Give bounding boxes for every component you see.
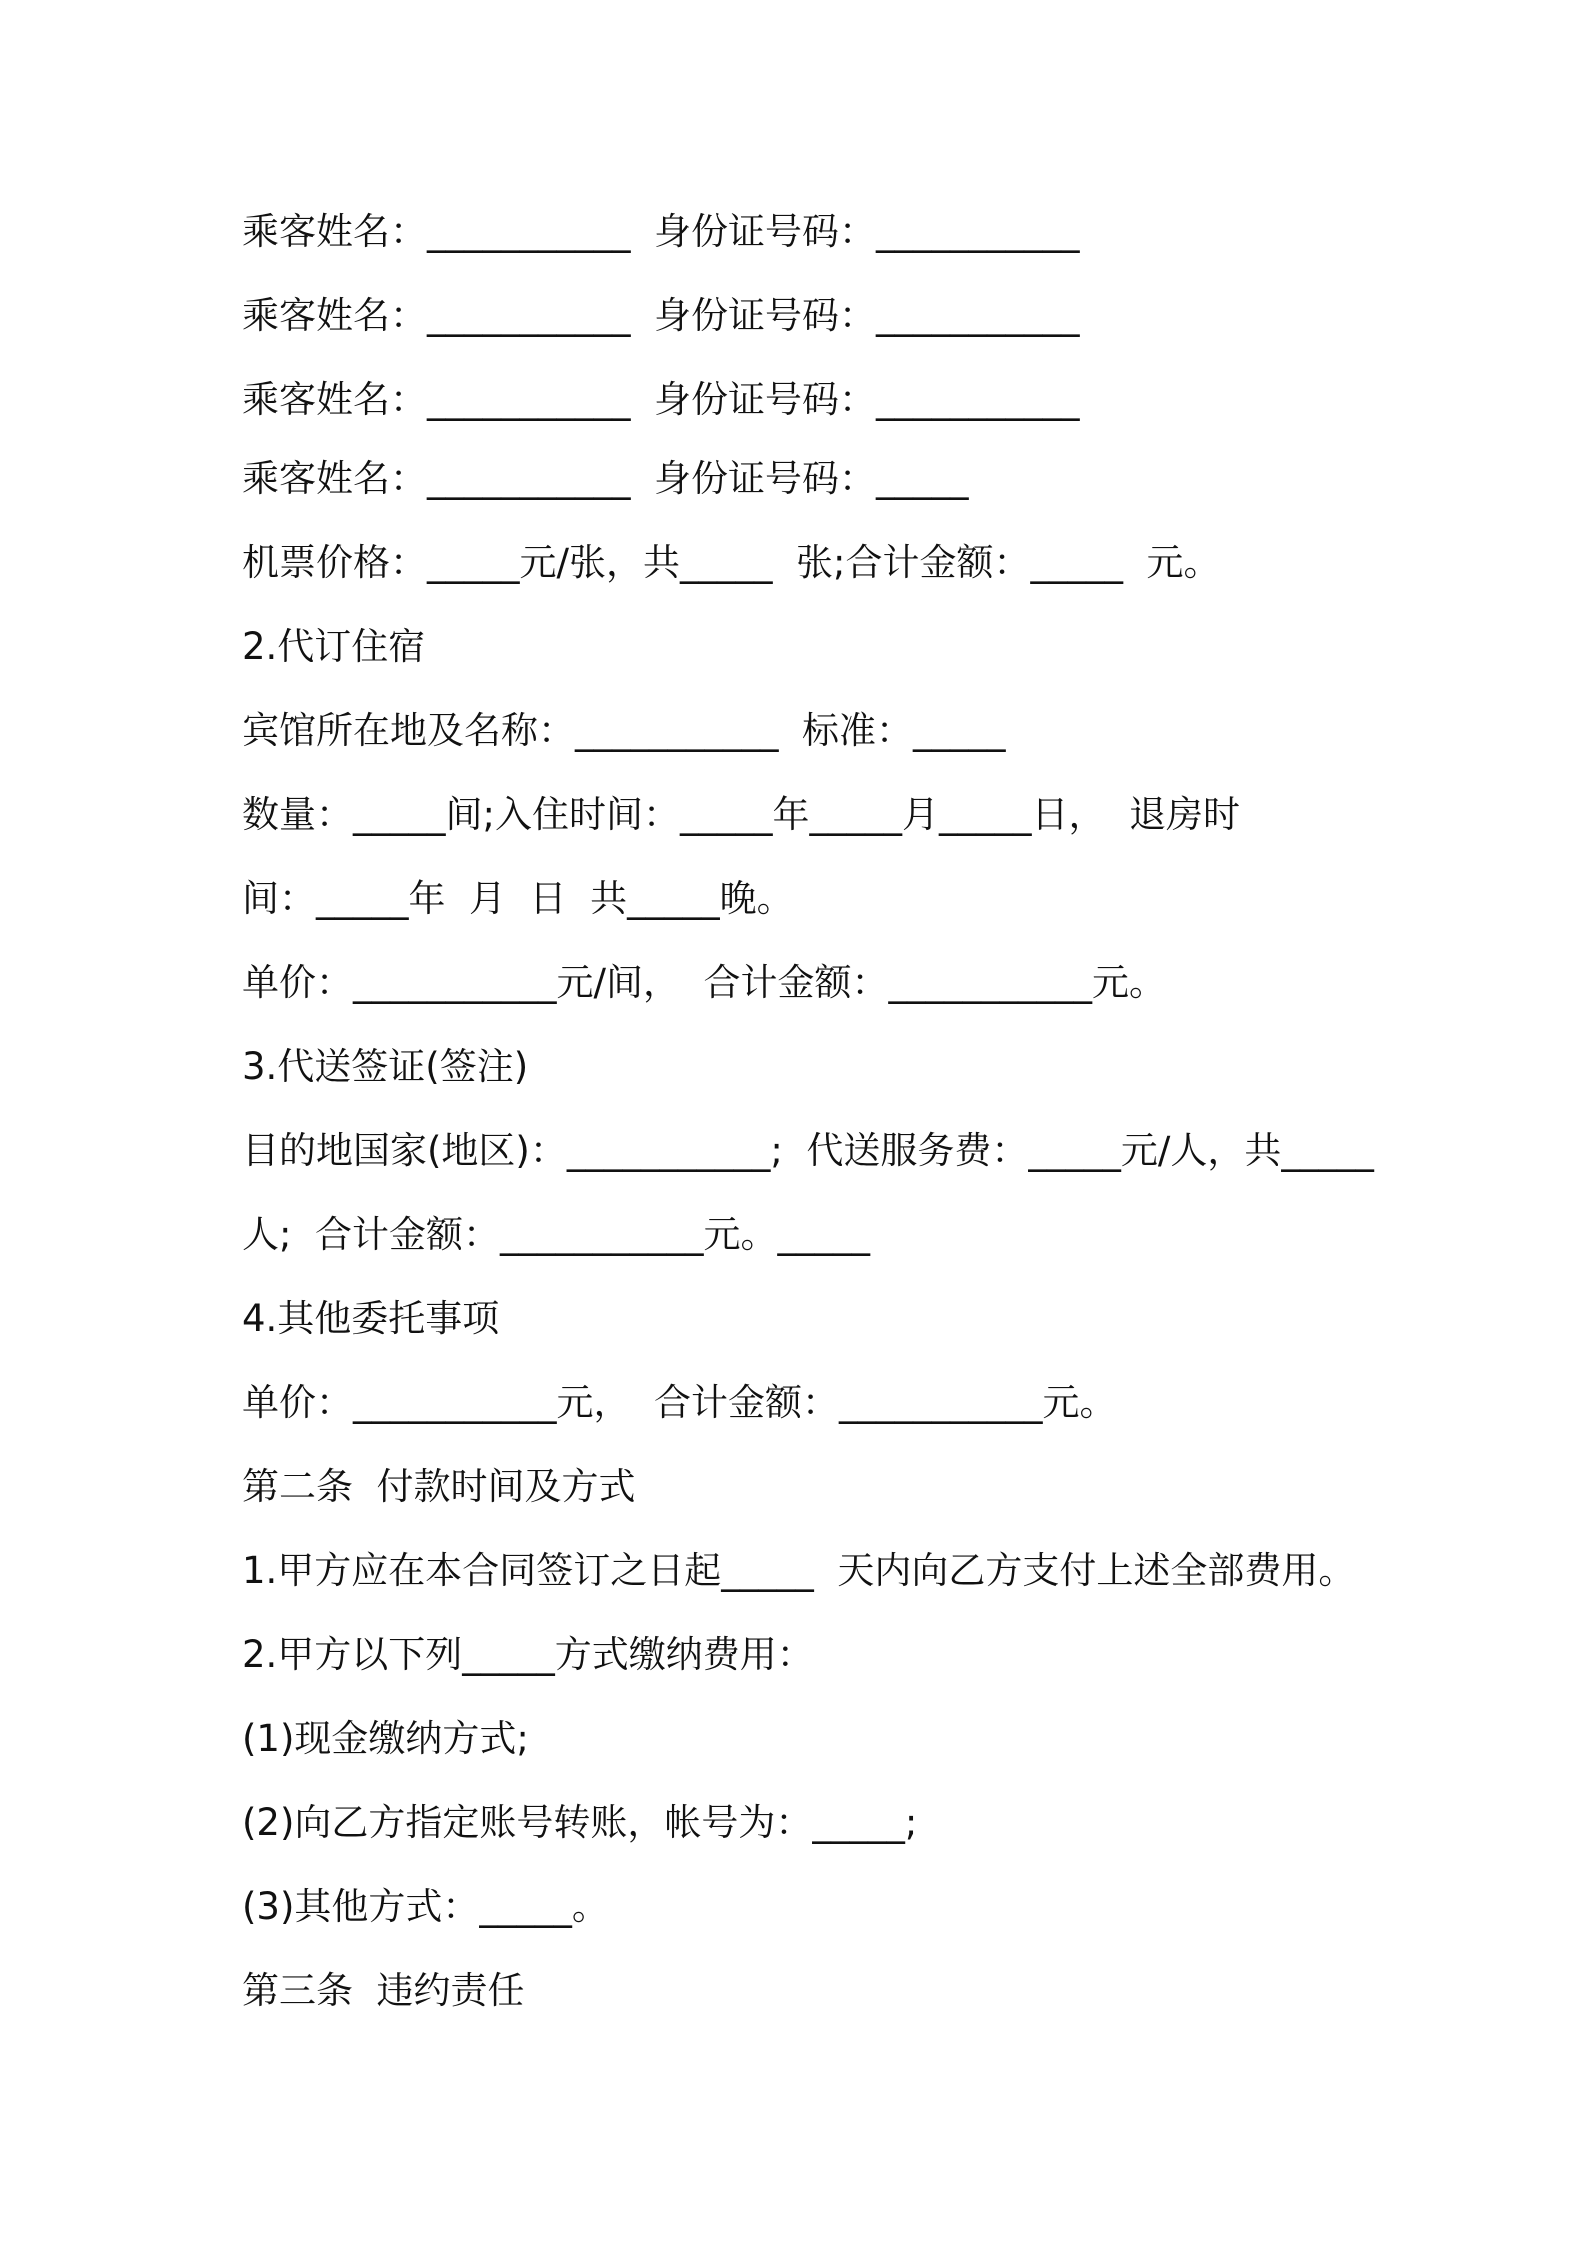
section-other-heading: 4.其他委托事项	[242, 1297, 500, 1340]
visa-destination-line: 目的地国家(地区)：___________; 代送服务费：_____元/人，共_____	[242, 1129, 1374, 1172]
passenger-line-4: 乘客姓名：___________ 身份证号码：_____	[242, 457, 969, 500]
payment-deadline-line: 1.甲方应在本合同签订之日起_____ 天内向乙方支付上述全部费用。	[242, 1549, 1356, 1592]
other-price-line: 单价：___________元， 合计金额：___________元。	[242, 1381, 1117, 1424]
passenger-line-3: 乘客姓名：___________ 身份证号码：___________	[242, 378, 1080, 421]
article-two-heading: 第二条 付款时间及方式	[242, 1465, 636, 1508]
payment-option-cash: (1)现金缴纳方式;	[242, 1717, 529, 1760]
passenger-line-1: 乘客姓名：___________ 身份证号码：___________	[242, 210, 1080, 253]
section-lodging-heading: 2.代订住宿	[242, 625, 426, 668]
article-three-heading: 第三条 违约责任	[242, 1969, 525, 2012]
hotel-name-line: 宾馆所在地及名称：___________ 标准：_____	[242, 709, 1006, 752]
room-quantity-line: 数量：_____间;入住时间：_____年_____月_____日， 退房时	[242, 793, 1240, 836]
payment-option-transfer: (2)向乙方指定账号转账，帐号为：_____;	[242, 1801, 918, 1844]
room-price-line: 单价：___________元/间， 合计金额：___________元。	[242, 961, 1166, 1004]
payment-method-line: 2.甲方以下列_____方式缴纳费用：	[242, 1633, 814, 1676]
payment-option-other: (3)其他方式：_____。	[242, 1885, 609, 1928]
checkout-line: 间：_____年 月 日 共_____晚。	[242, 877, 794, 920]
visa-total-line: 人; 合计金额：___________元。_____	[242, 1213, 870, 1256]
ticket-price-line: 机票价格：_____元/张，共_____ 张;合计金额：_____ 元。	[242, 541, 1221, 584]
section-visa-heading: 3.代送签证(签注)	[242, 1045, 529, 1088]
passenger-line-2: 乘客姓名：___________ 身份证号码：___________	[242, 294, 1080, 337]
